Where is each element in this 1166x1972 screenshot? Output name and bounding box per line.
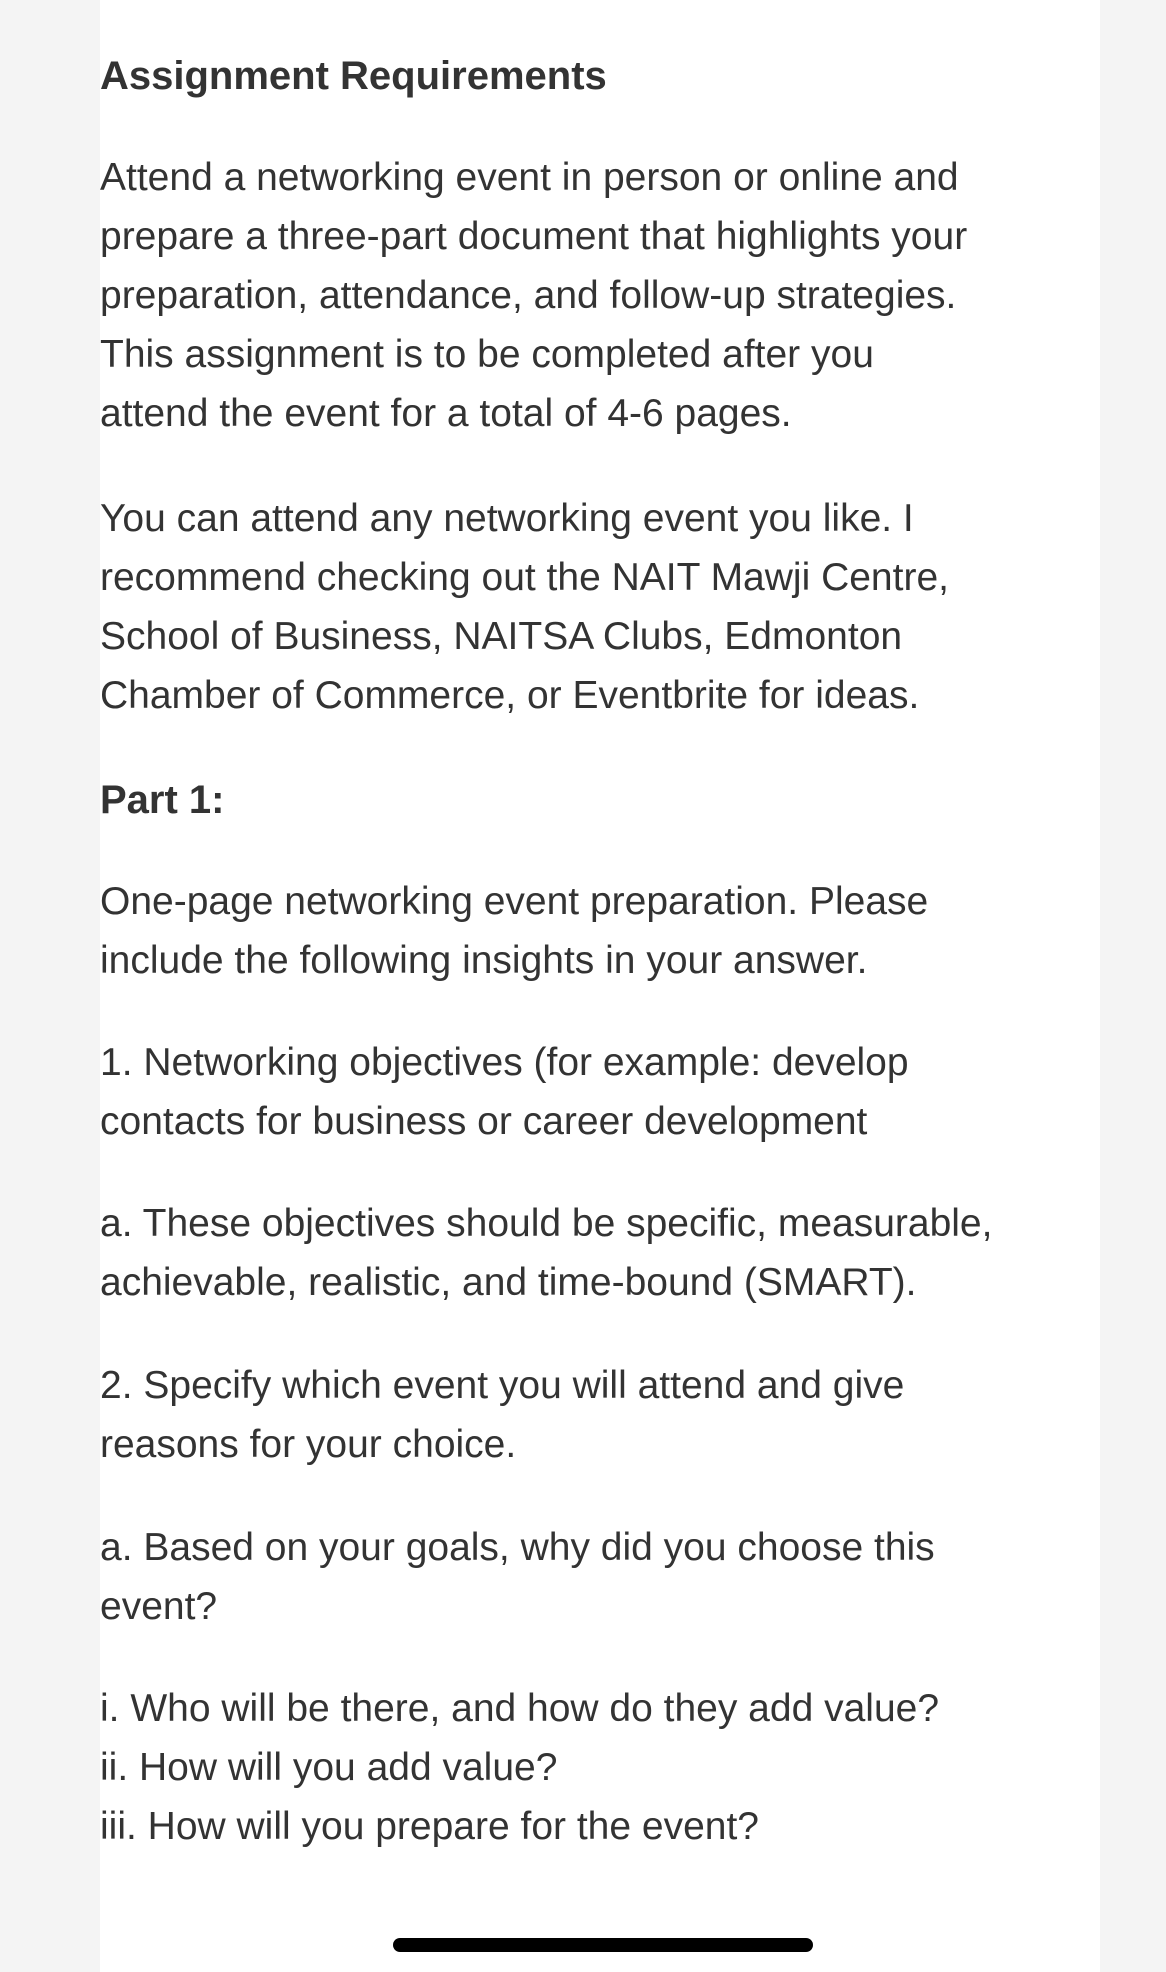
suggestion-line: You can attend any networking event you like. I [100, 497, 914, 540]
item-2a-paragraph [100, 1518, 935, 1636]
document-page[interactable] [100, 0, 1100, 1972]
part1-intro-paragraph [100, 872, 928, 990]
item-2a-line: a. Based on your goals, why did you choose this [100, 1526, 935, 1569]
item-2-paragraph [100, 1356, 904, 1474]
intro-line: Attend a networking event in person or online and [100, 156, 959, 199]
part1-heading: Part 1: [100, 778, 225, 822]
suggestion-line: Chamber of Commerce, or Eventbrite for ideas. [100, 674, 920, 717]
intro-line: attend the event for a total of 4-6 pages. [100, 392, 792, 435]
intro-line: prepare a three-part document that highlights your [100, 215, 968, 258]
subitem-line: i. Who will be there, and how do they add value? [100, 1687, 940, 1730]
intro-line: preparation, attendance, and follow-up strategies. [100, 274, 957, 317]
item-1-paragraph [100, 1033, 909, 1151]
part1-intro-line: include the following insights in your answer. [100, 939, 868, 982]
item-2a-line: event? [100, 1585, 218, 1628]
item-1a-line: a. These objectives should be specific, measurable, [100, 1202, 993, 1245]
suggestion-line: School of Business, NAITSA Clubs, Edmonton [100, 615, 903, 658]
item-2-line: reasons for your choice. [100, 1423, 517, 1466]
intro-line: This assignment is to be completed after you [100, 333, 874, 376]
suggestion-line: recommend checking out the NAIT Mawji Centre, [100, 556, 949, 599]
part1-intro-line: One-page networking event preparation. Please [100, 880, 929, 923]
subitems-paragraph [100, 1679, 939, 1856]
intro-paragraph [100, 148, 967, 443]
item-1-line: contacts for business or career development [100, 1100, 868, 1143]
page-title: Assignment Requirements [100, 54, 607, 98]
left-gutter [0, 0, 14, 1972]
subitem-line: ii. How will you add value? [100, 1746, 558, 1789]
item-2-line: 2. Specify which event you will attend and give [100, 1364, 905, 1407]
item-1-line: 1. Networking objectives (for example: develop [100, 1041, 909, 1084]
suggestion-paragraph [100, 489, 949, 725]
home-indicator[interactable] [393, 1938, 813, 1952]
item-1a-line: achievable, realistic, and time-bound (SMART). [100, 1261, 917, 1304]
item-1a-paragraph [100, 1194, 992, 1312]
subitem-line: iii. How will you prepare for the event? [100, 1805, 759, 1848]
